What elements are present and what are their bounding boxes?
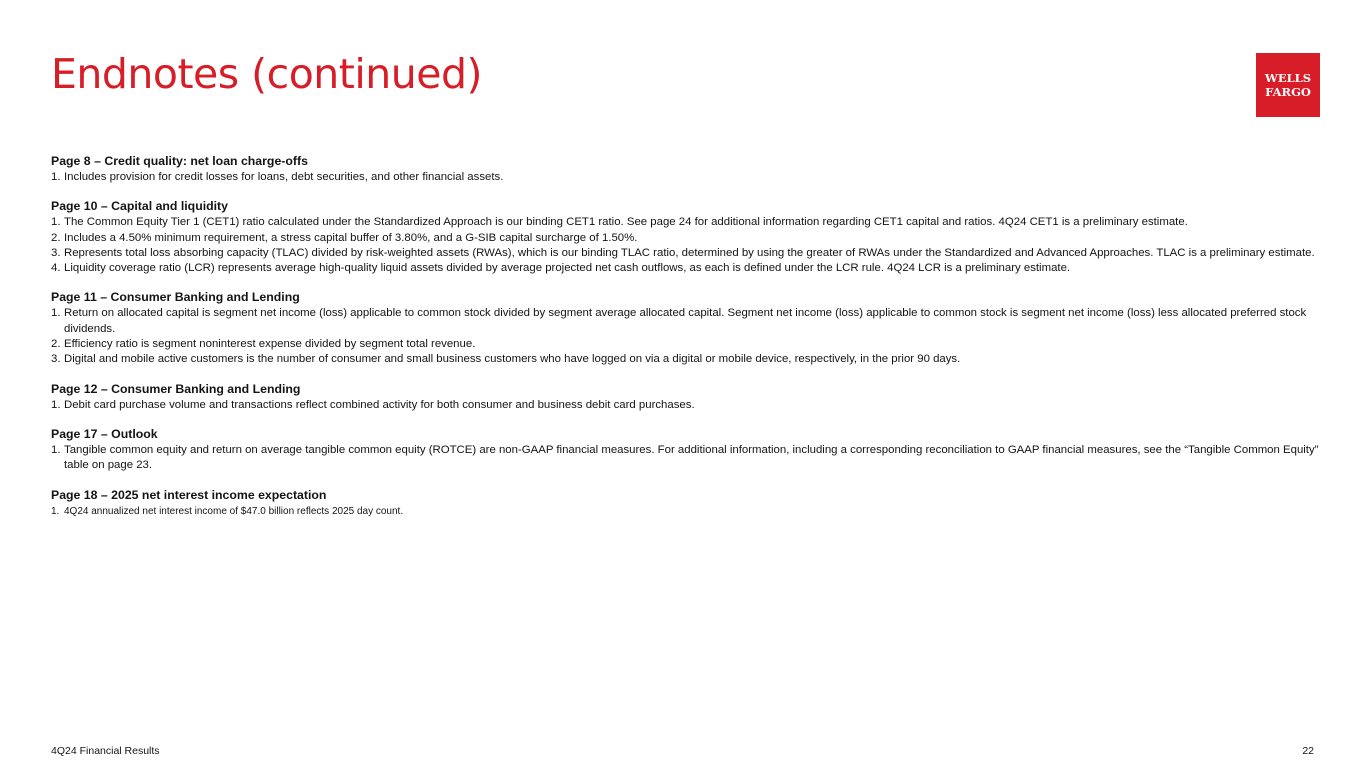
endnote — [51, 443, 1326, 474]
section-heading: Page 8 – Credit quality: net loan charge-offs — [51, 154, 308, 168]
endnote-number: 1. — [51, 398, 61, 411]
logo-line-1: WELLS — [1264, 71, 1312, 85]
endnote — [51, 398, 1326, 413]
endnote — [51, 306, 1326, 337]
endnote-number: 1. — [51, 505, 60, 517]
section-page-18 — [51, 487, 1326, 519]
endnote — [51, 337, 1326, 352]
section-heading: Page 18 – 2025 net interest income expectation — [51, 487, 327, 502]
page-number: 22 — [1302, 745, 1314, 757]
section-heading: Page 17 – Outlook — [51, 426, 158, 441]
endnote-number: 2. — [51, 231, 61, 244]
section-page-12 — [51, 381, 1326, 413]
endnote-text: 4Q24 annualized net interest income of $47.0 billion reflects 2025 day count. — [64, 505, 404, 517]
page-title: Endnotes (continued) — [51, 50, 482, 98]
endnote-text: Efficiency ratio is segment noninterest expense divided by segment total revenue. — [64, 338, 476, 351]
endnote-text: Represents total loss absorbing capacity (TLAC) divided by risk-weighted assets (RWAs), which is our binding TLAC ratio, determined by using the greater of RWAs under the Standardized and Advanced Approaches. TLAC is a preliminary estimate. — [64, 246, 1315, 259]
endnote-number: 1. — [51, 307, 61, 320]
endnote-number: 2. — [51, 338, 61, 351]
section-heading: Page 10 – Capital and liquidity — [51, 199, 228, 214]
section-heading: Page 12 – Consumer Banking and Lending — [51, 381, 301, 396]
endnote-text: The Common Equity Tier 1 (CET1) ratio calculated under the Standardized Approach is our binding CET1 ratio. See page 24 for additional information regarding CET1 capital and ratios. 4Q24 CET1 is a preliminary estimate. — [64, 216, 1188, 229]
section-page-11 — [51, 289, 1326, 367]
endnote — [51, 261, 1326, 276]
footer-document-title: 4Q24 Financial Results — [51, 745, 160, 757]
endnote-text: Liquidity coverage ratio (LCR) represents average high-quality liquid assets divided by average projected net cash outflows, as each is defined under the LCR rule. 4Q24 LCR is a preliminary estimate. — [64, 262, 1071, 275]
endnote-number: 1. — [51, 443, 61, 456]
logo-line-2: FARGO — [1265, 85, 1311, 99]
wells-fargo-logo — [1256, 53, 1320, 117]
endnote — [51, 215, 1326, 230]
endnote-text: Includes provision for credit losses for loans, debt securities, and other financial assets. — [64, 171, 504, 183]
endnote-number: 4. — [51, 262, 61, 275]
endnote-number: 3. — [51, 246, 61, 259]
endnote-text: Debit card purchase volume and transactions reflect combined activity for both consumer and business debit card purchases. — [64, 398, 695, 411]
endnotes-content — [51, 153, 1326, 532]
endnote — [51, 352, 1326, 367]
section-page-17 — [51, 426, 1326, 474]
endnote — [51, 246, 1326, 261]
endnote — [51, 170, 1326, 185]
endnote-text: Digital and mobile active customers is the number of consumer and small business customers who have logged on via a digital or mobile device, respectively, in the prior 90 days. — [64, 353, 961, 366]
endnote-number: 3. — [51, 353, 61, 366]
section-heading: Page 11 – Consumer Banking and Lending — [51, 290, 300, 305]
section-page-10 — [51, 198, 1326, 276]
endnote-text: Return on allocated capital is segment net income (loss) applicable to common stock divided by segment average allocated capital. Segment net income (loss) applicable to common stock is segment net income (loss) less allocated preferred stock dividends. — [64, 307, 1307, 335]
section-page-8 — [51, 153, 1326, 185]
endnote-number: 1. — [51, 216, 61, 229]
endnote-text: Includes a 4.50% minimum requirement, a stress capital buffer of 3.80%, and a G-SIB capital surcharge of 1.50%. — [64, 231, 638, 244]
endnote-number: 1. — [51, 171, 61, 183]
endnote-text: Tangible common equity and return on average tangible common equity (ROTCE) are non-GAAP financial measures. For additional information, including a corresponding reconciliation to GAAP financial measures, see the “Tangible Common Equity” table on page 23. — [64, 443, 1319, 472]
endnote — [51, 504, 1326, 519]
endnote — [51, 231, 1326, 246]
